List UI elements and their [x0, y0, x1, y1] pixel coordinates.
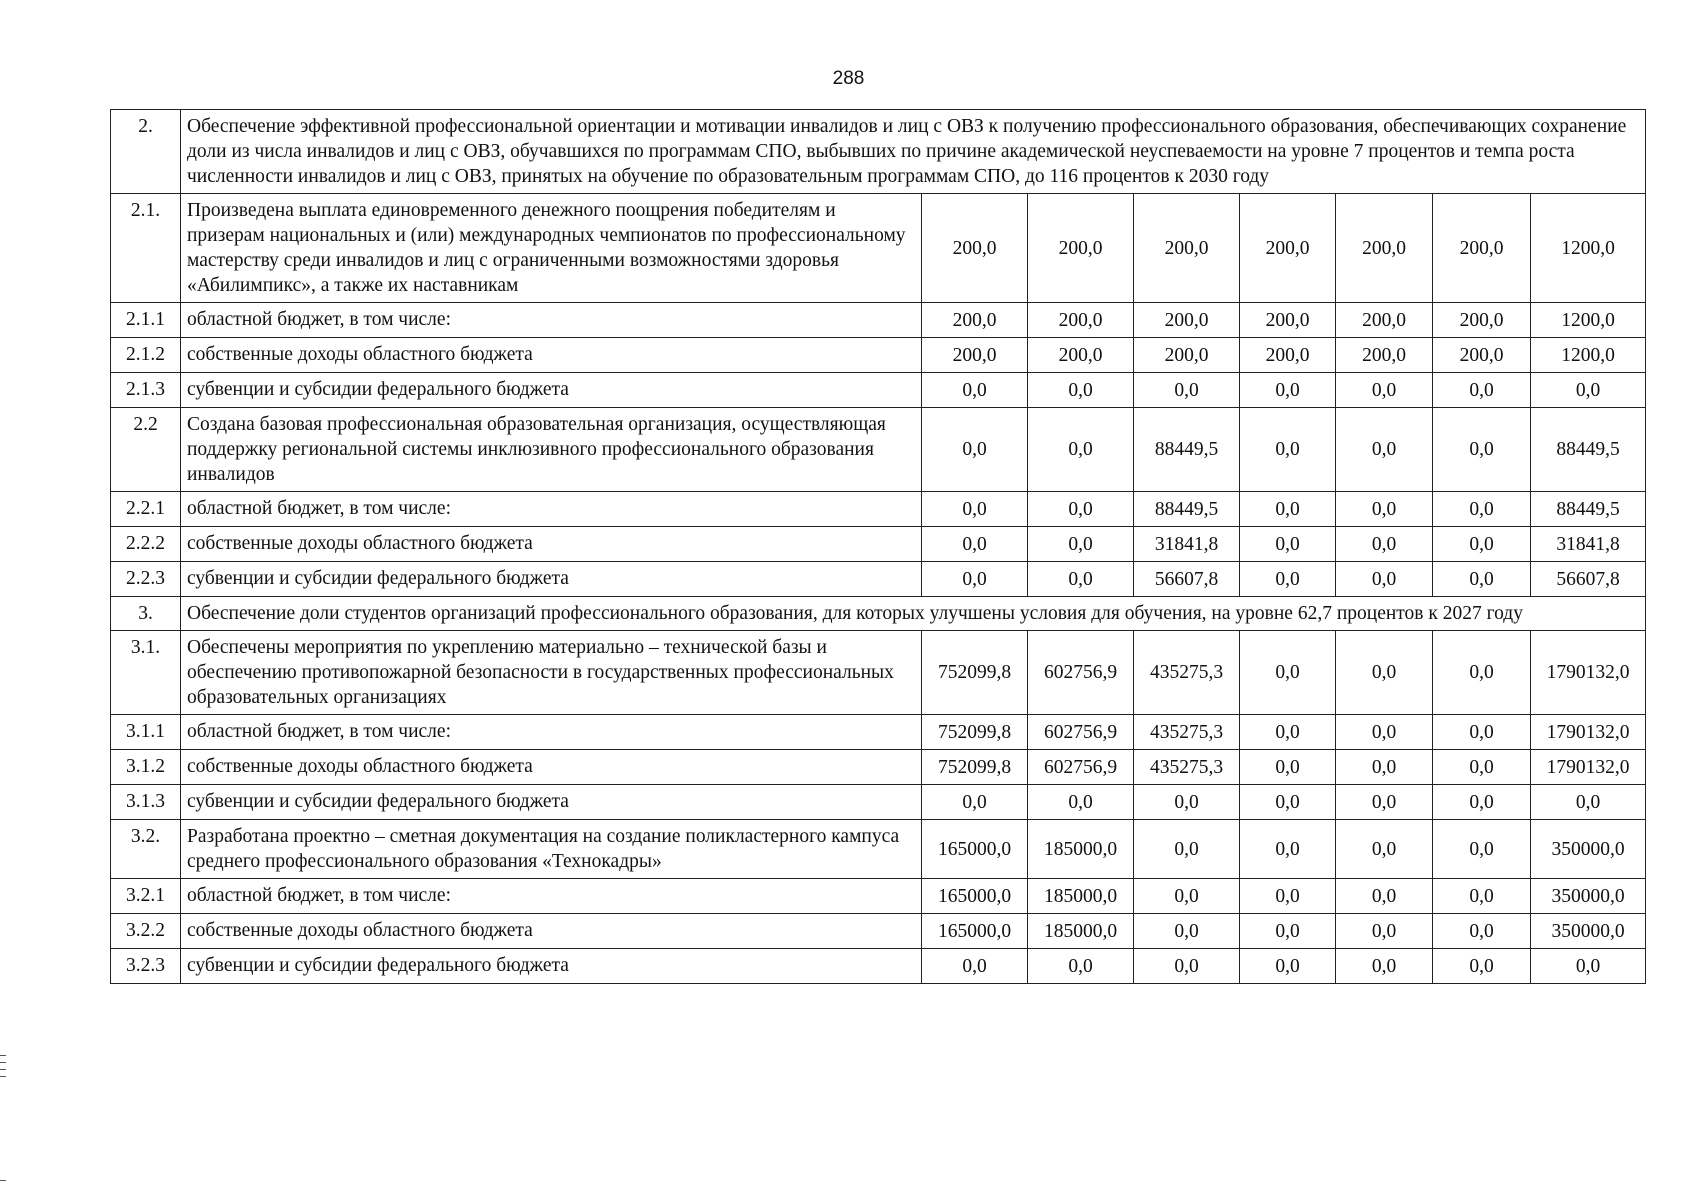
value-cell: 185000,0 — [1028, 879, 1134, 914]
value-cell: 0,0 — [922, 785, 1028, 820]
value-cell: 0,0 — [1433, 785, 1531, 820]
value-cell: 0,0 — [1336, 408, 1433, 492]
value-cell: 0,0 — [1028, 949, 1134, 984]
row-number: 2.1.3 — [111, 373, 181, 408]
value-cell: 56607,8 — [1134, 562, 1240, 597]
row-number: 2.1.2 — [111, 338, 181, 373]
table-row — [111, 408, 1646, 492]
row-description: областной бюджет, в том числе: — [181, 715, 922, 750]
row-number: 3.1. — [111, 631, 181, 715]
value-cell: 1790132,0 — [1531, 750, 1646, 785]
value-cell: 0,0 — [1240, 373, 1336, 408]
value-cell: 185000,0 — [1028, 820, 1134, 879]
value-cell: 0,0 — [1433, 408, 1531, 492]
value-cell: 435275,3 — [1134, 715, 1240, 750]
value-cell: 0,0 — [1336, 820, 1433, 879]
value-cell: 200,0 — [1240, 194, 1336, 303]
value-cell: 1200,0 — [1531, 303, 1646, 338]
row-description: областной бюджет, в том числе: — [181, 492, 922, 527]
value-cell: 0,0 — [1336, 715, 1433, 750]
value-cell: 0,0 — [922, 373, 1028, 408]
value-cell: 0,0 — [1433, 527, 1531, 562]
value-cell: 0,0 — [1134, 785, 1240, 820]
value-cell: 0,0 — [1134, 879, 1240, 914]
row-description: собственные доходы областного бюджета — [181, 527, 922, 562]
value-cell: 602756,9 — [1028, 715, 1134, 750]
value-cell: 200,0 — [1433, 303, 1531, 338]
value-cell: 0,0 — [1336, 949, 1433, 984]
margin-tick — [0, 1180, 6, 1181]
margin-marks — [0, 1055, 8, 1083]
value-cell: 0,0 — [1240, 914, 1336, 949]
value-cell: 0,0 — [922, 492, 1028, 527]
table-row — [111, 194, 1646, 303]
value-cell: 200,0 — [1028, 338, 1134, 373]
value-cell: 0,0 — [1433, 820, 1531, 879]
value-cell: 0,0 — [1531, 785, 1646, 820]
value-cell: 0,0 — [1433, 750, 1531, 785]
value-cell: 0,0 — [1240, 949, 1336, 984]
row-number: 3.2.3 — [111, 949, 181, 984]
value-cell: 0,0 — [1240, 631, 1336, 715]
value-cell: 0,0 — [1336, 914, 1433, 949]
row-description: Произведена выплата единовременного денежного поощрения победителям и призерам национальных и (или) международных чемпионатов по профессиональному мастерству среди инвалидов и лиц с ограниченными возможностями здоровья «Абилимпикс», а также их наставникам — [181, 194, 922, 303]
value-cell: 435275,3 — [1134, 631, 1240, 715]
value-cell: 0,0 — [1028, 373, 1134, 408]
table-row — [111, 949, 1646, 984]
value-cell: 200,0 — [1240, 303, 1336, 338]
value-cell: 0,0 — [1336, 750, 1433, 785]
row-number: 3.2.1 — [111, 879, 181, 914]
table-row — [111, 715, 1646, 750]
value-cell: 200,0 — [922, 194, 1028, 303]
value-cell: 0,0 — [1240, 492, 1336, 527]
value-cell: 200,0 — [1240, 338, 1336, 373]
row-number: 2.2.2 — [111, 527, 181, 562]
value-cell: 0,0 — [922, 527, 1028, 562]
row-description: Создана базовая профессиональная образовательная организация, осуществляющая поддержку региональной системы инклюзивного профессионального образования инвалидов — [181, 408, 922, 492]
value-cell: 350000,0 — [1531, 914, 1646, 949]
value-cell: 0,0 — [1433, 631, 1531, 715]
value-cell: 0,0 — [922, 949, 1028, 984]
value-cell: 200,0 — [1336, 338, 1433, 373]
value-cell: 1200,0 — [1531, 338, 1646, 373]
table-row — [111, 631, 1646, 715]
value-cell: 200,0 — [1028, 303, 1134, 338]
value-cell: 0,0 — [1336, 562, 1433, 597]
value-cell: 0,0 — [1240, 408, 1336, 492]
section-title: Обеспечение доли студентов организаций профессионального образования, для которых улучшены условия для обучения, на уровне 62,7 процентов к 2027 году — [181, 597, 1646, 631]
value-cell: 0,0 — [1240, 562, 1336, 597]
value-cell: 200,0 — [1028, 194, 1134, 303]
value-cell: 185000,0 — [1028, 914, 1134, 949]
value-cell: 200,0 — [1433, 338, 1531, 373]
table-row — [111, 785, 1646, 820]
value-cell: 0,0 — [1433, 373, 1531, 408]
value-cell: 0,0 — [1433, 949, 1531, 984]
value-cell: 0,0 — [1240, 820, 1336, 879]
value-cell: 350000,0 — [1531, 879, 1646, 914]
value-cell: 56607,8 — [1531, 562, 1646, 597]
row-description: Разработана проектно – сметная документация на создание поликластерного кампуса среднего профессионального образования «Технокадры» — [181, 820, 922, 879]
row-number: 2.2.1 — [111, 492, 181, 527]
value-cell: 0,0 — [1028, 785, 1134, 820]
table-row — [111, 373, 1646, 408]
page-number: 288 — [832, 68, 865, 89]
value-cell: 0,0 — [1336, 492, 1433, 527]
table-row — [111, 750, 1646, 785]
value-cell: 602756,9 — [1028, 750, 1134, 785]
value-cell: 0,0 — [1336, 631, 1433, 715]
row-description: собственные доходы областного бюджета — [181, 914, 922, 949]
row-number: 2.1.1 — [111, 303, 181, 338]
table-row — [111, 492, 1646, 527]
value-cell: 0,0 — [1240, 785, 1336, 820]
row-description: областной бюджет, в том числе: — [181, 303, 922, 338]
value-cell: 165000,0 — [922, 879, 1028, 914]
value-cell: 752099,8 — [922, 631, 1028, 715]
value-cell: 752099,8 — [922, 715, 1028, 750]
value-cell: 602756,9 — [1028, 631, 1134, 715]
row-description: областной бюджет, в том числе: — [181, 879, 922, 914]
value-cell: 0,0 — [1134, 820, 1240, 879]
value-cell: 31841,8 — [1531, 527, 1646, 562]
value-cell: 435275,3 — [1134, 750, 1240, 785]
table-row — [111, 338, 1646, 373]
row-description: собственные доходы областного бюджета — [181, 750, 922, 785]
value-cell: 200,0 — [1134, 303, 1240, 338]
value-cell: 0,0 — [1336, 527, 1433, 562]
value-cell: 88449,5 — [1134, 492, 1240, 527]
value-cell: 0,0 — [1134, 914, 1240, 949]
table-row — [111, 914, 1646, 949]
section-row — [111, 110, 1646, 194]
value-cell: 0,0 — [1240, 879, 1336, 914]
value-cell: 0,0 — [1240, 715, 1336, 750]
value-cell: 0,0 — [1433, 715, 1531, 750]
table-row — [111, 879, 1646, 914]
row-number: 3.2. — [111, 820, 181, 879]
table-body — [111, 110, 1646, 984]
value-cell: 200,0 — [922, 338, 1028, 373]
section-title: Обеспечение эффективной профессиональной ориентации и мотивации инвалидов и лиц с ОВЗ к получению профессионального образования, обеспечивающих сохранение доли из числа инвалидов и лиц с ОВЗ, обучавшихся по программам СПО, выбывших по причине академической неуспеваемости на уровне 7 процентов и темпа роста численности инвалидов и лиц с ОВЗ, принятых на обучение по образовательным программам СПО, до 116 процентов к 2030 году — [181, 110, 1646, 194]
row-description: субвенции и субсидии федерального бюджета — [181, 373, 922, 408]
value-cell: 200,0 — [1134, 194, 1240, 303]
value-cell: 0,0 — [1336, 879, 1433, 914]
value-cell: 0,0 — [1433, 492, 1531, 527]
value-cell: 0,0 — [1028, 492, 1134, 527]
budget-table — [110, 109, 1646, 984]
value-cell: 350000,0 — [1531, 820, 1646, 879]
row-number: 3.1.1 — [111, 715, 181, 750]
row-number: 3.2.2 — [111, 914, 181, 949]
value-cell: 0,0 — [922, 408, 1028, 492]
section-row — [111, 597, 1646, 631]
row-description: Обеспечены мероприятия по укреплению материально – технической базы и обеспечению противопожарной безопасности в государственных профессиональных образовательных организациях — [181, 631, 922, 715]
table-row — [111, 303, 1646, 338]
value-cell: 752099,8 — [922, 750, 1028, 785]
value-cell: 0,0 — [1433, 914, 1531, 949]
value-cell: 200,0 — [1336, 303, 1433, 338]
value-cell: 0,0 — [1240, 750, 1336, 785]
value-cell: 0,0 — [1531, 949, 1646, 984]
value-cell: 88449,5 — [1134, 408, 1240, 492]
value-cell: 0,0 — [1433, 879, 1531, 914]
value-cell: 200,0 — [1433, 194, 1531, 303]
value-cell: 0,0 — [1028, 527, 1134, 562]
table-row — [111, 527, 1646, 562]
section-number: 3. — [111, 597, 181, 631]
value-cell: 1200,0 — [1531, 194, 1646, 303]
value-cell: 31841,8 — [1134, 527, 1240, 562]
row-description: субвенции и субсидии федерального бюджета — [181, 949, 922, 984]
value-cell: 0,0 — [1336, 785, 1433, 820]
value-cell: 200,0 — [1336, 194, 1433, 303]
row-description: субвенции и субсидии федерального бюджета — [181, 785, 922, 820]
value-cell: 1790132,0 — [1531, 715, 1646, 750]
value-cell: 88449,5 — [1531, 492, 1646, 527]
value-cell: 0,0 — [1028, 408, 1134, 492]
value-cell: 0,0 — [922, 562, 1028, 597]
row-description: собственные доходы областного бюджета — [181, 338, 922, 373]
value-cell: 200,0 — [1134, 338, 1240, 373]
row-number: 2.2.3 — [111, 562, 181, 597]
row-number: 2.2 — [111, 408, 181, 492]
value-cell: 200,0 — [922, 303, 1028, 338]
value-cell: 0,0 — [1433, 562, 1531, 597]
row-description: субвенции и субсидии федерального бюджета — [181, 562, 922, 597]
value-cell: 1790132,0 — [1531, 631, 1646, 715]
value-cell: 165000,0 — [922, 914, 1028, 949]
value-cell: 0,0 — [1028, 562, 1134, 597]
value-cell: 0,0 — [1134, 373, 1240, 408]
value-cell: 165000,0 — [922, 820, 1028, 879]
value-cell: 0,0 — [1531, 373, 1646, 408]
value-cell: 0,0 — [1336, 373, 1433, 408]
value-cell: 0,0 — [1134, 949, 1240, 984]
section-number: 2. — [111, 110, 181, 194]
row-number: 3.1.2 — [111, 750, 181, 785]
row-number: 2.1. — [111, 194, 181, 303]
value-cell: 0,0 — [1240, 527, 1336, 562]
table-row — [111, 820, 1646, 879]
table-row — [111, 562, 1646, 597]
value-cell: 88449,5 — [1531, 408, 1646, 492]
row-number: 3.1.3 — [111, 785, 181, 820]
